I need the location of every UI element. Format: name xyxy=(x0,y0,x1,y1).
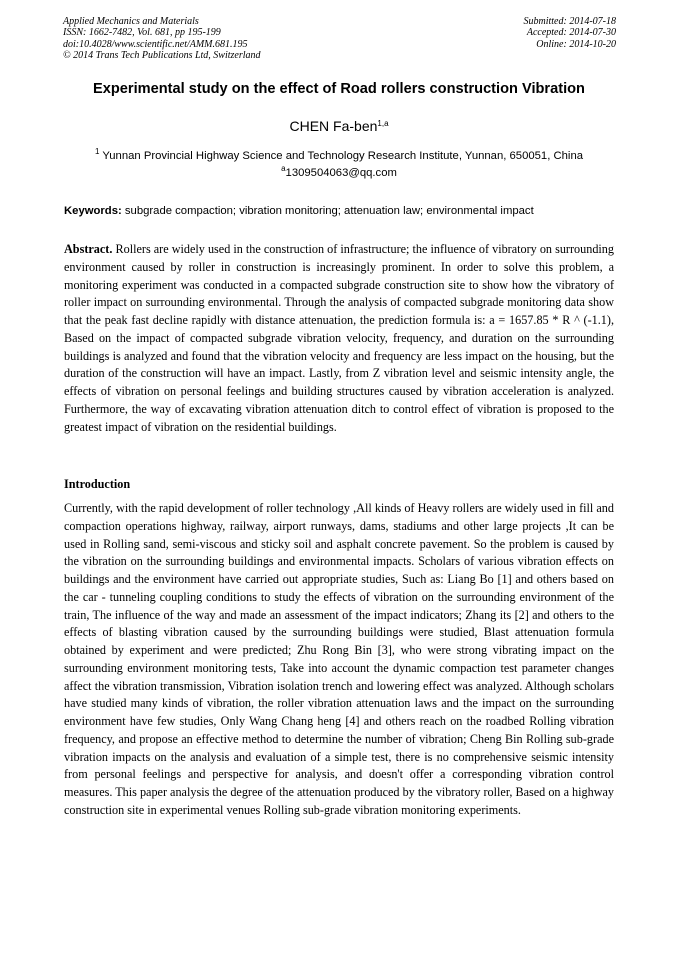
author-email: 1309504063@qq.com xyxy=(285,167,397,179)
paper-title: Experimental study on the effect of Road rollers construction Vibration xyxy=(93,81,585,97)
keywords-label: Keywords: xyxy=(64,205,122,217)
copyright-line: © 2014 Trans Tech Publications Ltd, Switzerland xyxy=(63,50,261,62)
online-date: Online: 2014-10-20 xyxy=(536,38,616,50)
abstract-label: Abstract. xyxy=(64,242,113,256)
affiliation-mark: 1 xyxy=(94,147,100,156)
submitted-date: Submitted: 2014-07-18 xyxy=(523,16,616,27)
email-line xyxy=(0,164,678,179)
publication-info xyxy=(63,16,261,62)
abstract-text: Rollers are widely used in the construction of infrastructure; the influence of vibratory on surrounding environment caused by roller in construction is increasingly prominent. In order to solve this problem, a monitoring experiment was conducted in a compacted subgrade construction site to show how the vibratory of roller impact on surrounding environmental. Through the analysis of compacted subgrade monitoring data show that the peak fast decline rapidly with distance attenuation, the prediction formula is: a = 1657.85 * R ^ (-1.1), Based on the impact of compacted subgrade vibration velocity, frequency, and duration on the surrounding buildings is analyzed and found that the vibration velocity and frequency are less impact on the housing, but the duration of the construction will have an impact. Lastly, from Z vibration level and seismic intensity angle, the effects of vibration on personal feelings and building structures caused by vibration acceleration is analyzed. Furthermore, the way of excavating vibration attenuation ditch to control effect of vibration is proposed to the greatest impact of vibration on the residential buildings. xyxy=(64,242,614,434)
keywords-line xyxy=(64,205,616,217)
affiliation-line xyxy=(0,147,678,162)
email-mark: a xyxy=(281,164,286,173)
doi-line: doi:10.4028/www.scientific.net/AMM.681.195 xyxy=(63,38,248,50)
author-name: CHEN Fa-ben xyxy=(289,118,378,134)
author-affiliation-marks: 1,a xyxy=(377,119,389,128)
accepted-date: Accepted: 2014-07-30 xyxy=(526,27,616,39)
keywords-text: subgrade compaction; vibration monitoring; attenuation law; environmental impact xyxy=(124,205,534,217)
introduction-paragraph: Currently, with the rapid development of roller technology ,All kinds of Heavy rollers are widely used in fill and compaction operations highway, railway, airport runways, dams, stadiums and other large projects ,It can be used in Rolling sand, semi-viscous and sticky soil and asphalt concrete pavement. So the problem is caused by the vibration on the surrounding buildings and environmental impacts. Scholars of various vibration effects on buildings and the environment have carried out appropriate studies, Such as: Liang Bo [1] and others based on the car - tunneling coupling conditions to study the effects of vibration on the surrounding environment of the train, The influence of the way and made an assessment of the impact indicators; Zhang its [2] and others to the effects of blasting vibration caused by the surrounding buildings were studied, Blast attenuation formula obtained by experiment and were predicted; Zhu Rong Bin [3], who were strong vibrating impact on the surrounding environment monitoring tests, Take into account the dynamic compaction test parameter changes affect the vibration transmission, Vibration isolation trench and lowering effect was analyzed. Although scholars have studied many kinds of vibration, the roller vibration attenuation laws and the impact on the surrounding environment have few studies, Only Wang Chang heng [4] and others reach on the roadbed Rolling vibration frequency, and propose an effective method to determine the number of vibration; Cheng Bin Rolling sub-grade vibration impacts on the analysis and evaluation of a simple test, there is no comprehensive seismic intensity from personal feelings and perspective for analysis, and doesn't offer a corresponding vibration control measures. This paper analysis the degree of the attenuation produced by the vibratory roller, Based on a highway construction site in experimental venues Rolling sub-grade vibration monitoring experiments. xyxy=(64,501,614,817)
issn-line: ISSN: 1662-7482, Vol. 681, pp 195-199 xyxy=(63,27,221,39)
introduction-heading: Introduction xyxy=(64,477,131,491)
journal-name: Applied Mechanics and Materials xyxy=(63,16,199,27)
author-line xyxy=(0,118,678,134)
publication-dates xyxy=(524,16,617,50)
affiliation-text: Yunnan Provincial Highway Science and Technology Research Institute, Yunnan, 650051, China xyxy=(102,150,584,162)
abstract-paragraph xyxy=(64,241,614,436)
